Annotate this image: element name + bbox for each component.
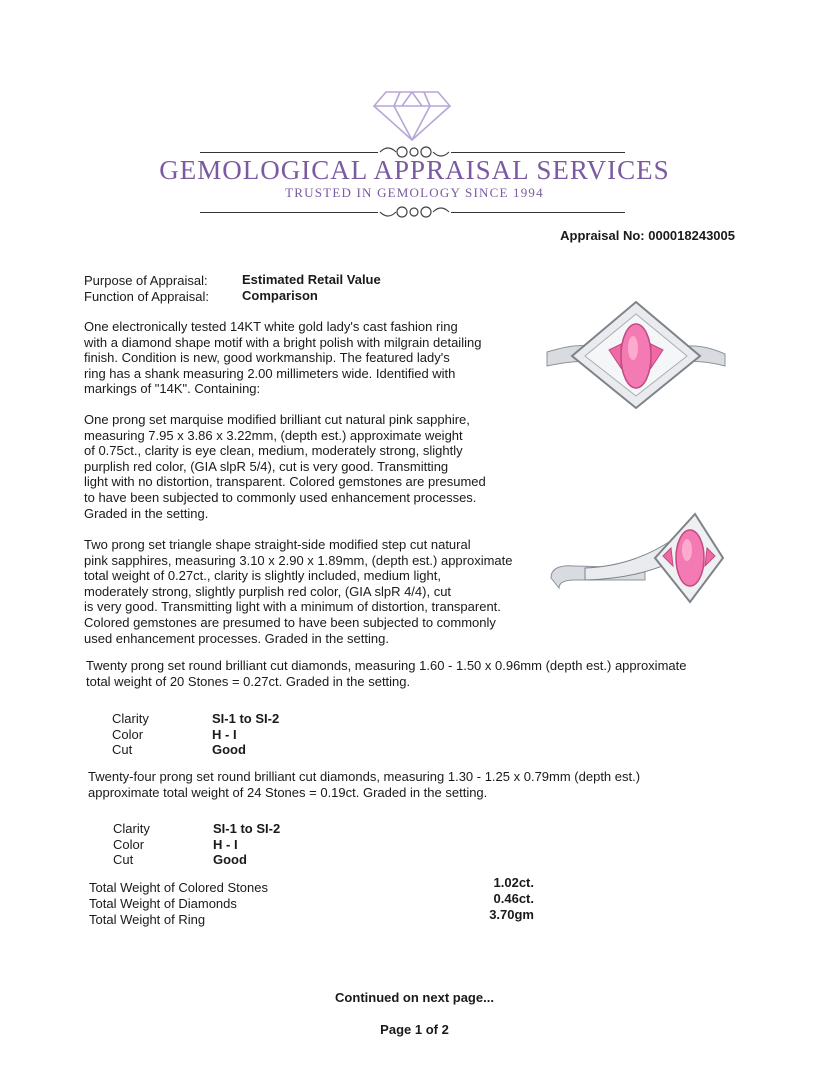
grade-label: Cut <box>113 852 134 867</box>
header-rule-bottom-right <box>451 212 625 213</box>
total-row <box>89 875 539 895</box>
total-row <box>89 891 539 911</box>
header-rule-top <box>200 152 378 153</box>
grade-label: Clarity <box>113 821 150 836</box>
total-row <box>89 907 539 927</box>
total-value: 3.70gm <box>489 907 534 922</box>
function-value: Comparison <box>242 288 318 303</box>
company-name: GEMOLOGICAL APPRAISAL SERVICES <box>159 155 670 185</box>
ring-photo-top <box>545 300 727 410</box>
diamond-logo-icon <box>372 88 452 143</box>
grade-label: Color <box>113 836 145 852</box>
purpose-value: Estimated Retail Value <box>242 272 381 287</box>
company-tagline: TRUSTED IN GEMOLOGY SINCE 1994 <box>285 185 544 200</box>
center-stone-description: One prong set marquise modified brilliant cut natural pink sapphire, measuring 7.95 x 3.86 x 3.22mm, (depth est.) approximate weight of 0.75ct., clarity is eye clean, medium, moderately strong, slightly purplish red color, (GIA slpR 5/4), cut is very good. Transmitting light with no distortion, transparent. Colored gemstones are presumed to have been subjected to commonly used enhancement processes. Graded in the setting. <box>84 412 486 521</box>
continued-note: Continued on next page... <box>335 990 494 1005</box>
header-rule-bottom <box>200 212 378 213</box>
diamonds-20-description: Twenty prong set round brilliant cut diamonds, measuring 1.60 - 1.50 x 0.96mm (depth est.) approximate total weight of 20 Stones = 0.27ct. Graded in the setting. <box>86 658 687 689</box>
grade-label: Color <box>112 726 144 742</box>
total-value: 1.02ct. <box>493 875 534 890</box>
grade-value: SI-1 to SI-2 <box>213 821 281 836</box>
flourish-bottom-icon <box>378 202 451 222</box>
total-label: Total Weight of Colored Stones <box>89 880 268 895</box>
grade-value: Good <box>213 852 247 867</box>
ring-description: One electronically tested 14KT white gold lady's cast fashion ring with a diamond shape motif with a bright polish with milgrain detailing finish. Condition is new, good workmanship. The featured lady's ring has a shank measuring 2.00 millimeters wide. Identified with markings of "14K". Containing: <box>84 319 482 397</box>
side-stones-description: Two prong set triangle shape straight-side modified step cut natural pink sapphires, measuring 3.10 x 2.90 x 1.89mm, (depth est.) approximate total weight of 0.27ct., clarity is slightly included, medium light, moderately strong, slightly purplish red color, (GIA slpR 4/4), cut is very good. Transmitting light with a minimum of distortion, transparent. Colored gemstones are presumed to have been subjected to commonly used enhancement processes. Graded in the setting. <box>84 537 513 646</box>
grades-20-table <box>112 710 279 757</box>
ring-photo-side <box>545 508 727 608</box>
grade-value: H - I <box>212 726 237 742</box>
total-label: Total Weight of Ring <box>89 912 206 927</box>
header-rule-top-right <box>451 152 625 153</box>
total-label: Total Weight of Diamonds <box>89 896 237 911</box>
grades-24-table <box>113 820 280 867</box>
grade-label: Clarity <box>112 711 149 726</box>
grade-row <box>113 820 280 836</box>
purpose-label: Purpose of Appraisal: <box>84 273 208 288</box>
page-number: Page 1 of 2 <box>380 1022 449 1037</box>
appraisal-number: Appraisal No: 000018243005 <box>560 228 735 243</box>
diamonds-24-description: Twenty-four prong set round brilliant cut diamonds, measuring 1.30 - 1.25 x 0.79mm (depth est.) approximate total weight of 24 Stones = 0.19ct. Graded in the setting. <box>88 769 641 800</box>
totals-table <box>89 875 539 927</box>
grade-value: Good <box>212 742 246 757</box>
grade-row <box>112 710 279 726</box>
grade-row <box>113 836 280 852</box>
function-label: Function of Appraisal: <box>84 289 210 304</box>
grade-row <box>113 851 280 867</box>
grade-value: SI-1 to SI-2 <box>212 711 280 726</box>
total-value: 0.46ct. <box>493 891 534 906</box>
grade-label: Cut <box>112 742 133 757</box>
grade-value: H - I <box>213 836 238 852</box>
grade-row <box>112 741 279 757</box>
grade-row <box>112 726 279 742</box>
